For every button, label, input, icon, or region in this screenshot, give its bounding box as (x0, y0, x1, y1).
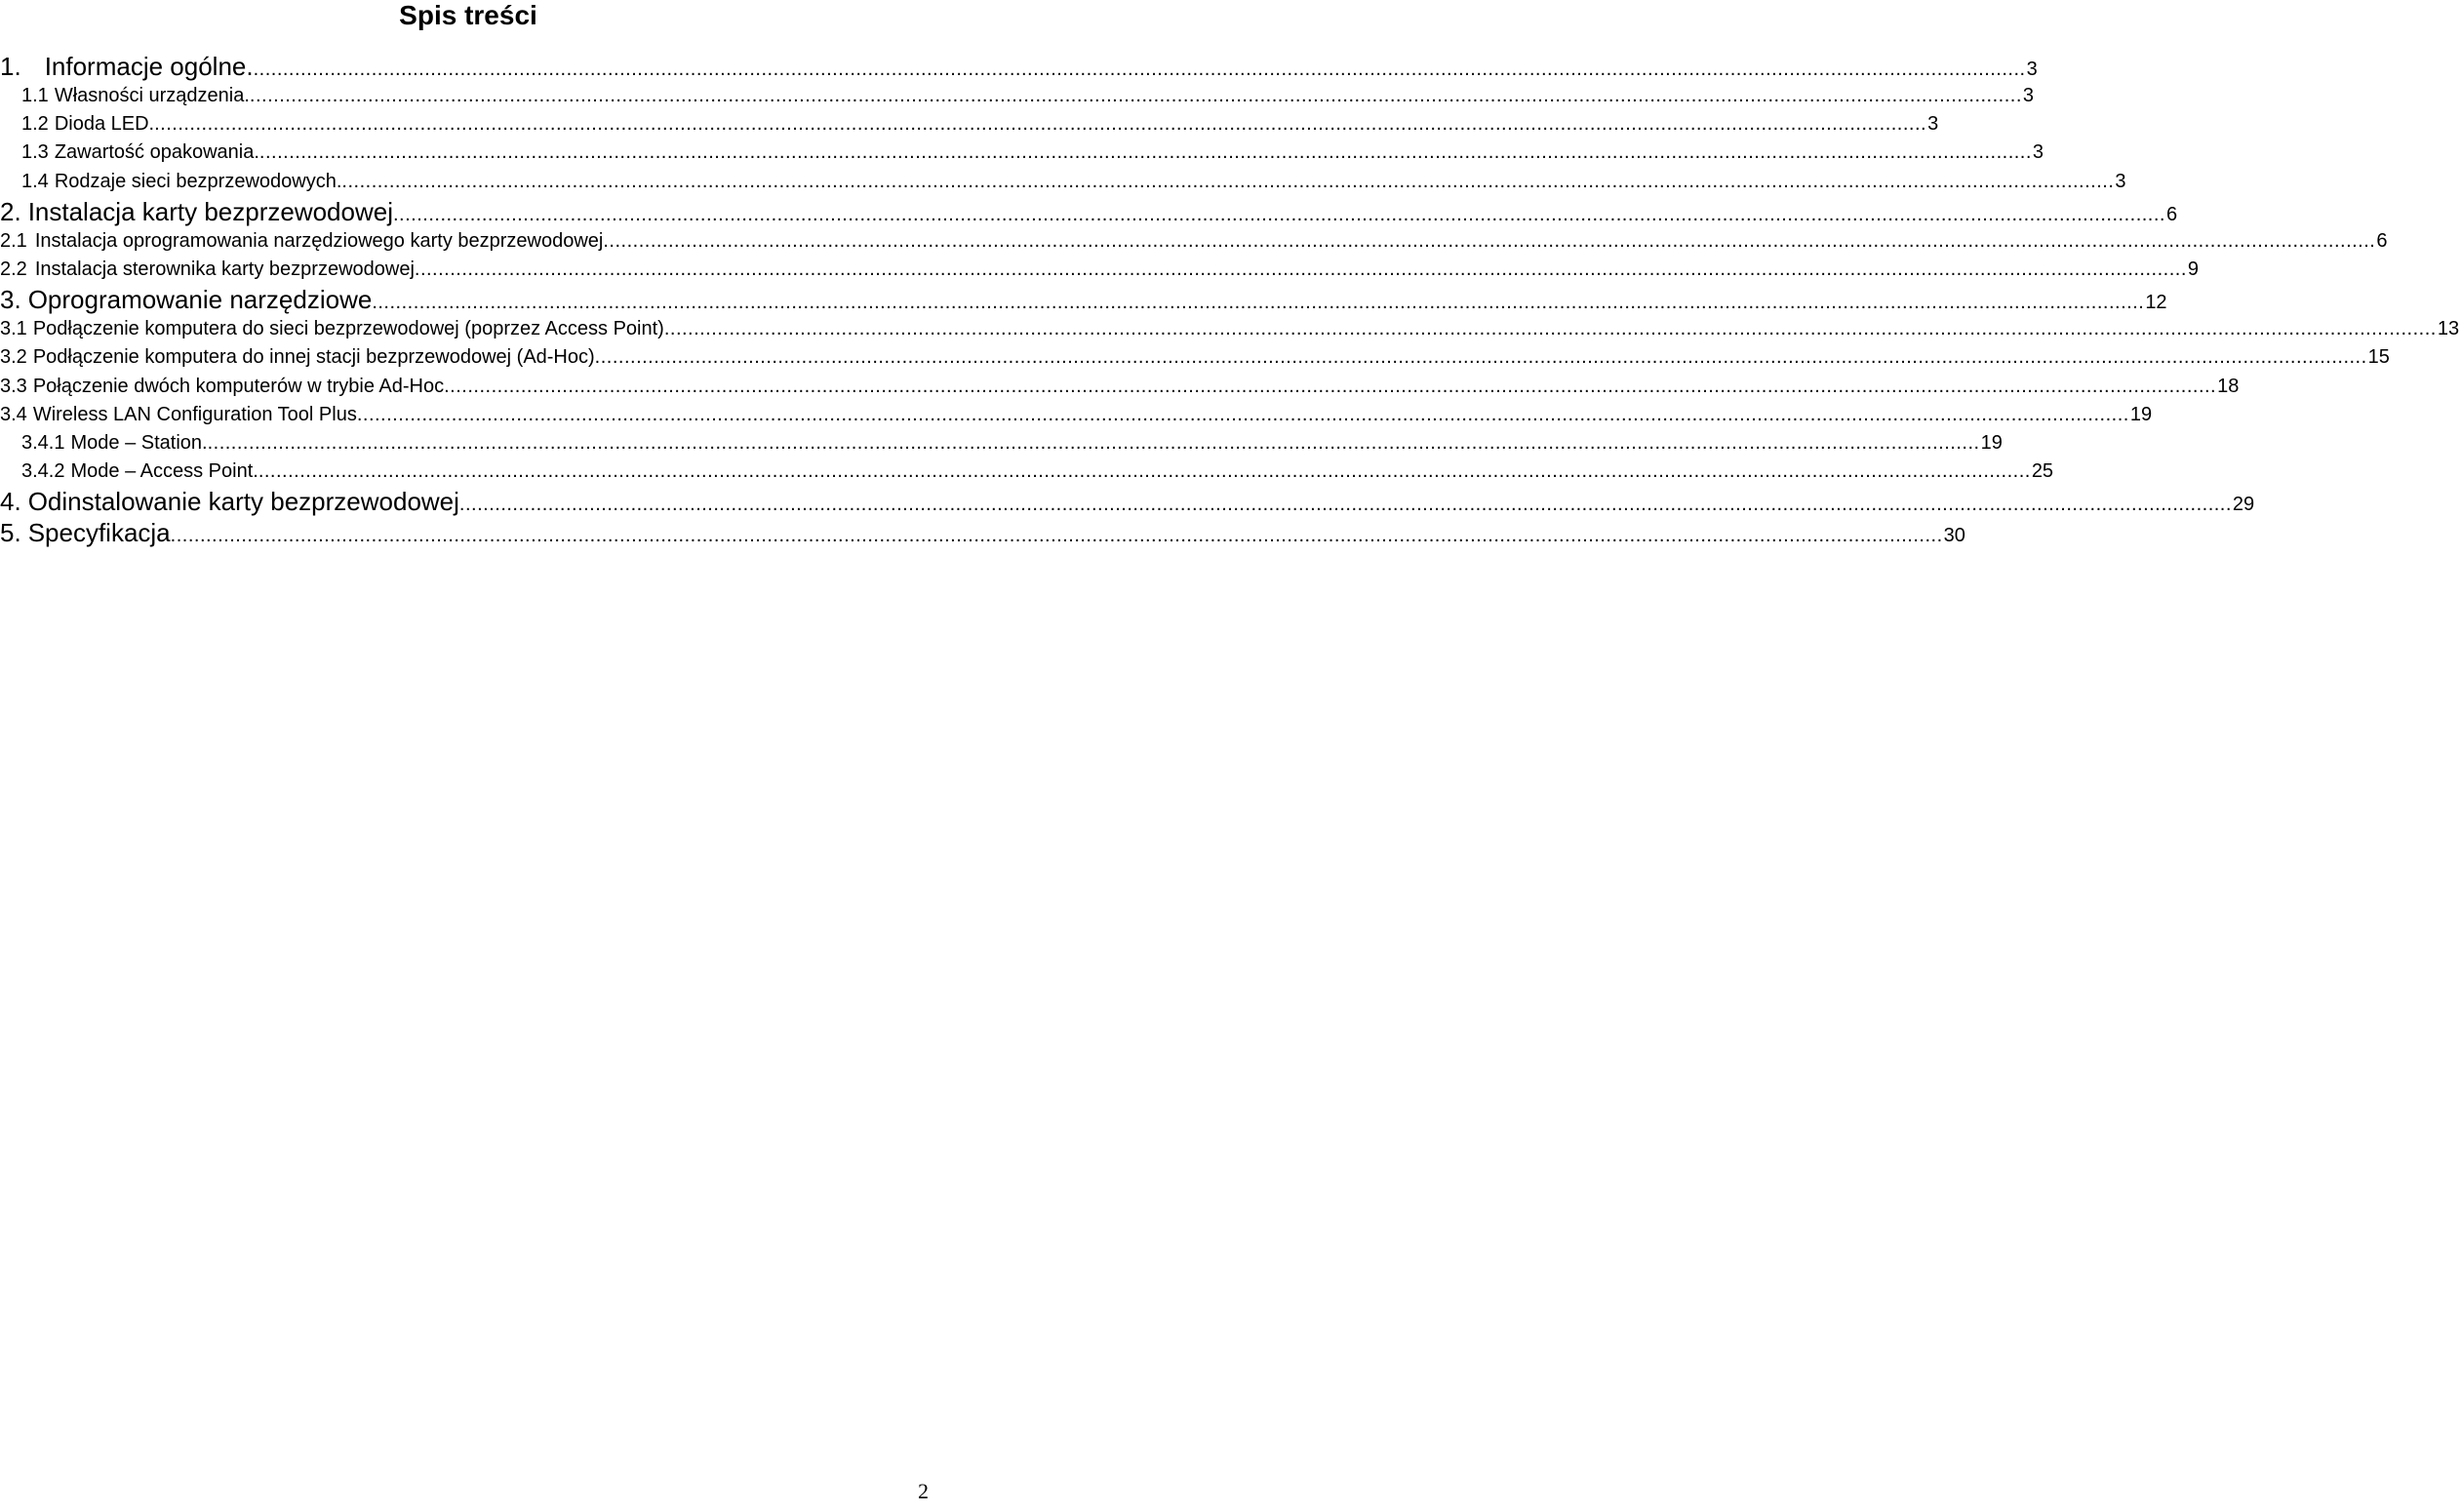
toc-entry-page: 9 (2187, 258, 2200, 280)
toc-entry[interactable] (0, 51, 2038, 82)
dot-leader: ............................................................................................................................................................................................................................................................................................................ (258, 141, 2032, 164)
toc-entry-page: 30 (1943, 525, 1965, 547)
dot-leader: ............................................................................................................................................................................................................................................................................................................ (341, 170, 2115, 192)
dot-leader: ............................................................................................................................................................................................................................................................................................................ (444, 375, 2217, 397)
dot-leader: ............................................................................................................................................................................................................................................................................................................ (663, 318, 2437, 340)
toc-entry[interactable] (0, 517, 1965, 548)
dot-leader: ............................................................................................................................................................................................................................................................................................................ (356, 403, 2129, 425)
table-of-contents (0, 51, 2460, 548)
toc-entry-number: 2.2 (0, 258, 27, 280)
toc-entry-page: 3 (2115, 170, 2126, 192)
dot-leader: ............................................................................................................................................................................................................................................................................................................ (603, 229, 2376, 252)
toc-entry-label: Połączenie dwóch komputerów w trybie Ad-Hoc (32, 375, 445, 397)
dot-leader: ............................................................................................................................................................................................................................................................................................................ (414, 258, 2187, 280)
toc-entry-number: 5. (0, 518, 21, 548)
toc-entry[interactable] (0, 401, 2153, 429)
dot-leader: ............................................................................................................................................................................................................................................................................................................ (253, 59, 2026, 80)
toc-entry[interactable] (0, 256, 2200, 284)
toc-entry-page: 19 (2129, 403, 2153, 425)
toc-entry-number: 3.2 (0, 346, 27, 369)
toc-entry-page: 3 (2032, 141, 2044, 164)
toc-entry-label: Dioda LED. (54, 113, 155, 136)
toc-entry-page: 19 (1980, 431, 2003, 454)
toc-entry[interactable] (0, 284, 2167, 315)
toc-entry-number: 1.4 (21, 170, 49, 192)
toc-entry[interactable] (0, 486, 2255, 517)
toc-entry-page: 3 (2026, 59, 2038, 80)
page-number: 2 (918, 1479, 929, 1503)
toc-entry-number: 1. (0, 52, 21, 81)
toc-entry-label: Wireless LAN Configuration Tool Plus (32, 403, 357, 425)
dot-leader: ............................................................................................................................................................................................................................................................................................................ (170, 525, 1943, 547)
toc-entry-number: 2. (0, 196, 21, 226)
toc-entry-label: Specyfikacja (27, 518, 171, 548)
toc-entry[interactable] (0, 343, 2390, 372)
toc-entry-page: 13 (2437, 318, 2460, 340)
toc-entry[interactable] (0, 429, 2003, 458)
page-title: Spis treści (399, 0, 537, 30)
toc-entry-number: 2.1 (0, 229, 27, 252)
dot-leader: ............................................................................................................................................................................................................................................................................................................ (258, 460, 2031, 483)
toc-entry-page: 25 (2031, 460, 2054, 483)
toc-entry-label: Własności urządzenia. (54, 85, 250, 106)
toc-entry-number: 1.1 (21, 85, 49, 106)
toc-entry-page: 15 (2367, 346, 2390, 369)
toc-entry-page: 29 (2232, 494, 2255, 516)
toc-entry-page: 3 (1927, 113, 1939, 136)
toc-entry[interactable] (0, 168, 2126, 196)
toc-entry-label: Instalacja karty bezprzewodowej (27, 196, 393, 226)
dot-leader: ............................................................................................................................................................................................................................................................................................................ (372, 292, 2145, 314)
toc-entry-label: Instalacja oprogramowania narzędziowego karty bezprzewodowej (34, 229, 604, 252)
toc-entry-label: Mode – Station. (70, 431, 208, 454)
toc-entry-page: 6 (2165, 203, 2178, 225)
toc-entry[interactable] (0, 196, 2178, 227)
toc-entry-label: Odinstalowanie karty bezprzewodowej (27, 487, 459, 517)
toc-entry-number: 1.2 (21, 113, 49, 136)
toc-entry-label: Informacje ogólne. (44, 52, 254, 81)
dot-leader: ............................................................................................................................................................................................................................................................................................................ (594, 346, 2367, 369)
toc-entry[interactable] (0, 82, 2035, 110)
toc-entry-label: Podłączenie komputera do innej stacji bezprzewodowej (Ad-Hoc) (32, 346, 595, 369)
toc-entry-label: Zawartość opakowania. (54, 141, 259, 164)
toc-entry-number: 3. (0, 285, 21, 315)
dot-leader: ............................................................................................................................................................................................................................................................................................................ (458, 494, 2232, 516)
toc-entry-number: 3.4 (0, 403, 27, 425)
dot-leader: ............................................................................................................................................................................................................................................................................................................ (207, 431, 1980, 454)
toc-entry[interactable] (0, 110, 1939, 139)
toc-entry-label: Rodzaje sieci bezprzewodowych. (54, 170, 342, 192)
toc-entry-page: 3 (2022, 85, 2035, 106)
toc-entry[interactable] (0, 139, 2044, 167)
toc-entry-label: Oprogramowanie narzędziowe (27, 285, 373, 315)
toc-entry-number: 3.4.1 (21, 431, 65, 454)
toc-entry-number: 1.3 (21, 141, 49, 164)
toc-entry-label: Mode – Access Point. (70, 460, 258, 483)
toc-entry[interactable] (0, 458, 2054, 486)
toc-entry-number: 4. (0, 487, 21, 517)
dot-leader: ............................................................................................................................................................................................................................................................................................................ (392, 203, 2165, 225)
dot-leader: ............................................................................................................................................................................................................................................................................................................ (249, 85, 2022, 106)
toc-entry[interactable] (0, 373, 2240, 401)
toc-entry[interactable] (0, 315, 2460, 343)
toc-entry[interactable] (0, 227, 2388, 256)
toc-entry-number: 3.1 (0, 318, 27, 340)
toc-entry-number: 3.4.2 (21, 460, 65, 483)
toc-entry-label: Podłączenie komputera do sieci bezprzewodowej (poprzez Access Point) (32, 318, 664, 340)
toc-entry-page: 18 (2217, 375, 2240, 397)
dot-leader: ............................................................................................................................................................................................................................................................................................................ (154, 113, 1927, 136)
toc-entry-label: Instalacja sterownika karty bezprzewodowej (34, 258, 415, 280)
toc-entry-number: 3.3 (0, 375, 27, 397)
toc-entry-page: 6 (2376, 229, 2388, 252)
toc-entry-page: 12 (2145, 292, 2167, 314)
